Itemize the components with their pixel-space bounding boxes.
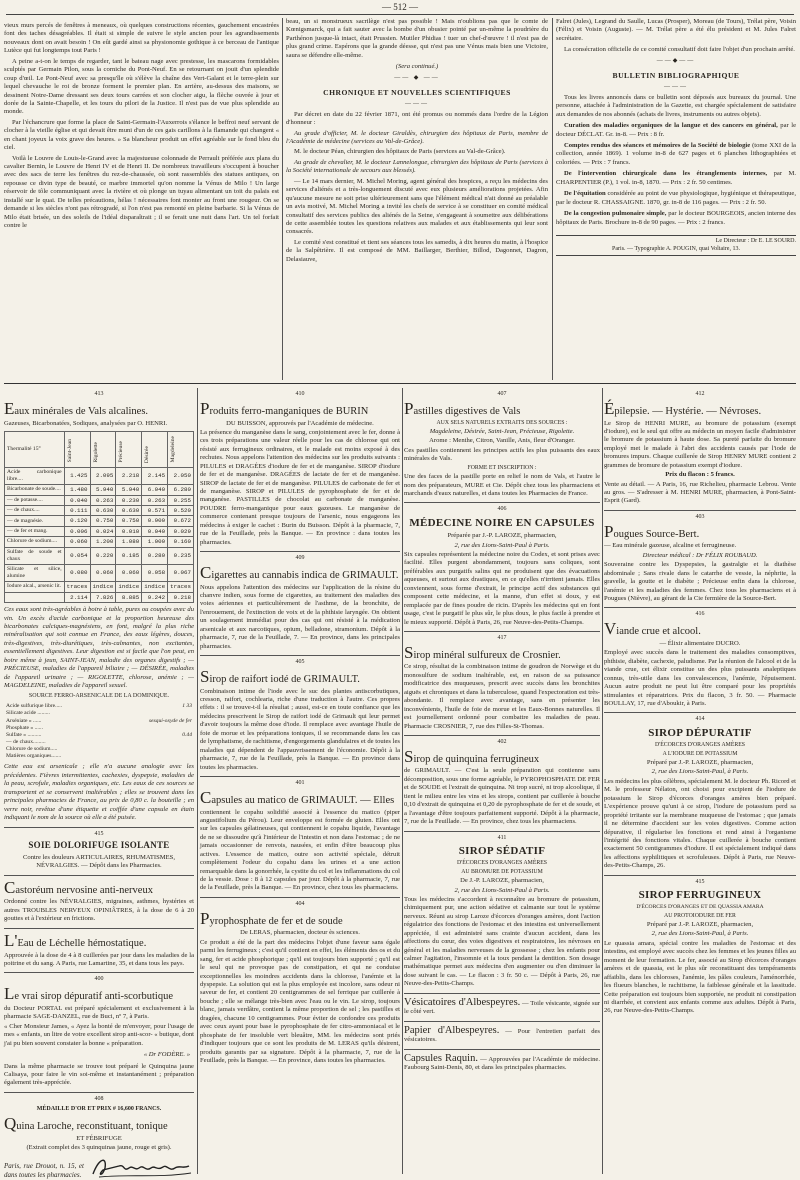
advert-title: Le vrai sirop dépuratif anti-scorbutique [4,984,174,1004]
advert-title: Sirop minéral sulfureux de Crosnier. [404,642,561,662]
advert-subtitle: FORME ET INSCRIPTION : [467,464,537,471]
table-header: Précieuse [116,431,142,467]
table-cell: 1.080 [116,537,142,547]
table-cell [110,710,194,717]
advert-title: Pougues Source-Bert. [604,521,700,541]
table-cell: 0.040 [64,495,90,505]
table-cell: 1.425 [64,467,90,484]
table-row [4,732,194,739]
table-cell: 0.630 [90,506,116,516]
advert-number: 413 [94,391,104,397]
advert-title: SIROP DÉPURATIF [648,727,752,740]
ornament-divider: ——— [664,84,688,91]
row-label: Phosphate » ...... [6,724,43,731]
advert-text: Dans la même pharmacie se trouve tout préparé le Quinquina jaune Calisaya, pour faire le vin soi-même et instantanément ; préparation également très-appréciée. [4,1062,194,1087]
advert-text: Tous les médecins s'accordent à reconnaître au bromure de potassium, chimiquement pur, une action sédative et calmante sur tout le système nerveux. Réuni au sirop Laroze d'écorces d'oranges amères, dont l'action régulatrice des fonctions de l'estomac et des intestins est universellement appréciée, il est administré sans crainte d'aucun accident, dans les affections du cœur, des voies digestives et respiratoires, les névroses en général et les maladies nerveuses de la grossesse ; chez les enfants pour calmer l'agitation, l'insomnie et la toux pendant la dentition. Son dosage mathématique permet aux médecins d'en augmenter ou d'en diminuer la dose suivant le cas. — Le flacon : 3 fr. 50 c. — Dépôt à Paris, 26, rue Neuve-des-Petits-Champs. [404,895,600,988]
table-cell: 6.040 [142,485,168,495]
advert-medecine-noire [404,502,600,627]
advert-title: Viande crue et alcool. [604,619,701,639]
table-row [5,485,194,495]
ornament-divider: ——◆—— [656,57,696,64]
table-row [5,526,194,536]
news-paragraph: Falret (Jules), Legrand du Saulle, Lucas (Prosper), Moreau (de Tours), Trélat père, Voisin (Félix) et Voisin (Auguste). — M. Trélat père a été élu président et M. Jules Falret secrétaire. [556,18,796,42]
continued-note: (Sera continué.) [395,63,439,71]
bibliography-details: par le docteur BOURGEOIS, ancien interne des hôpitaux de Paris. Brochure in-8 de 90 pages. — Prix : 2 francs. [556,210,796,226]
section-title-bulletin: BULLETIN BIBLIOGRAPHIQUE [612,71,740,81]
table-header: Désirée [142,431,168,467]
advert-text: Les médecins les plus célèbres, spécialement M. le docteur Ph. Ricord et M. le professeur Nélaton, ont choisi pour excipient de l'iodure de potassium le Sirop d'écorces d'oranges amères bien préparé. L'expérience prouve qu'uni à ce sirop, l'iodure de potassium perd sa propriété irritante sur la membrane muqueuse de l'estomac ; que jamais il ne détermine d'accident sur les voies digestives. Comme action dépurative, il régularise les fonctions et rend ainsi à l'organisme l'intégrité des fonctions vitales. Chaque cuillerée à bouche contient exactement 50 centigrammes d'iodure. Il est spécialement indiqué dans les affections syphilitiques et scrofuleuses. Dépôt à Paris, rue Neuve-des-Petits-Champs, 26. [604,777,796,870]
column-divider [552,18,553,380]
table-cell: 0.080 [64,565,90,582]
row-label: — de magnésie. [5,516,65,526]
advert-subtitle: AU PROTOIODURE DE FER [664,912,736,919]
advert-title: Eaux minérales de Vals alcalines. [4,398,149,418]
advert-title: Sirop de quinquina ferrugineux [404,746,540,766]
advert-subtitle: De LERAS, pharmacien, docteur ès sciences. [240,929,360,937]
table-cell: 0.060 [90,565,116,582]
table-header: Saint-Jean [64,431,90,467]
laroche-signature-icon [89,1154,194,1180]
advert-text: Vente au détail. — A Paris, 16, rue Richelieu, pharmacie Lebrou. Vente au gros. — S'adresser à M. HENRI MURE, pharmacien, à Pont-Saint-Esprit (Gard). [604,480,796,505]
table-cell: indice [142,582,168,592]
advert-number: 409 [295,555,305,562]
ads-column-2 [200,388,400,1174]
advert-subtitle: AUX SELS NATURELS EXTRAITS DES SOURCES : [436,419,568,426]
advert-text: de GRIMAULT. — C'est la seule préparation qui contienne sans décomposition, sous une forme agréable, le PYROPHOSPHATE DE FER et de SOUDE et l'extrait de quinquina. Ni trop sucré, ni trop alcoolique, il tient le milieu entre les vins et les sirops, contient par cuillerée à bouche 0,10 d'extrait de quinquina et 0,20 de pyrophosphate de fer et de soude, et a l'avantage d'être toujours parfaitement supporté. Dépôt à la pharmacie, 7, rue de la Feuillade. — En province, chez tous les pharmaciens. [404,767,600,826]
advert-papier [404,1021,600,1045]
total-cell: 8.885 [116,592,142,602]
advert-number: 415 [695,878,705,885]
advert-epilepsie [604,388,796,506]
advert-vals [4,388,194,823]
table-cell: 0.230 [116,495,142,505]
bibliography-title: Comptes rendus des séances et mémoires de la Société de biologie [564,142,751,149]
table-cell: 6.280 [168,485,194,495]
row-label: Arséniate » ...... [6,717,42,724]
bibliography-details: (tome XXI de la collection, année 1869). 1 volume in-8 de 627 pages et 6 planches lithographiées et coloriées. — Prix : 7 francs. [556,142,796,166]
advert-capsules-raquin [404,1049,600,1073]
advert-title: Vésicatoires d'Albespeyres. [404,996,521,1008]
advert-soie [4,827,194,871]
mini-analysis-table [4,703,194,760]
row-label: — de fer et mang. [5,526,65,536]
article-paragraph: Voilà le Louvre de Louis-le-Grand avec la majestueuse colonnade de Perrault préférée aux plans du cavalier Bernin, le Louvre de Henri IV et de Henri II. De nombreux travailleurs s'occupent à boucher avec des sacs de terre les fenêtres du rez-de-chaussée, où sont rassemblés des statues antiques, on repousse ce divin type de beauté, ce marbre immortel qu'on nomme la Vénus de Milo ! Un large réservoir de tôle communiquant avec la rivière et où plonge un tuyau alimentant un toit du palais est installé sur le quai. De telles précautions, hélas ! nécessaires font monter au front une rougeur. On se demande si les siècles n'ont pas rétrogradé, si l'on n'est pas remonté en pleine barbarie. Si la Vénus de Milo était brisée, un des soleils de l'idéal disparaîtrait ; il se ferait une nuit dans l'art. Un tel forfait contre le [4,154,279,230]
advert-title: Quina Laroche, reconstituant, tonique [4,1114,168,1134]
advert-director: Directeur médical : Dr FÉLIX ROUBAUD. [642,551,758,559]
advert-text: Employé avec succès dans le traitement des maladies consomptives, phthisie, diabète, cachexie, paludisme. Par la réunion de l'alcool et de la viande crue, cet élixir constitue un des plus puissants analeptiques connus, très-utile dans les convalescences, l'anémie, l'épuisement. Aucun autre produit ne peut lui être comparé pour les propriétés stimulantes et réparatrices. Prix du flacon, 3 fr. 50. — Pharmacie BOULLAY, 17, rue d'Aboukir, à Paris. [604,649,796,708]
table-row [4,739,194,746]
advert-text: Ordonné contre les NÉVRALGIES, migraines, asthmes, hystéries et autres TROUBLES NERVEUX OPINIÂTRES, à la dose de 6 à 20 gouttes et à l'extérieur en frictions. [4,898,194,923]
table-cell: 0.024 [90,526,116,536]
table-cell: 0.630 [116,506,142,516]
column-divider [402,388,403,1174]
table-header: Thermalité 15° [5,431,65,467]
table-cell: 0.235 [168,547,194,564]
advert-price: Prix du flacon : 5 francs. [665,471,735,479]
bibliography-title: De la congestion pulmonaire simple, [564,210,667,218]
row-label: Iodure alcal., arsenic lit. [5,582,65,592]
page-footer [556,235,796,256]
row-label: Chlorure de sodium.... [5,537,65,547]
table-cell: 0.054 [64,547,90,564]
table-cell: 1.480 [64,485,90,495]
table-cell: 0.750 [116,516,142,526]
row-label: Sulfate de soude et chaux [5,547,65,564]
table-cell: 0.220 [90,547,116,564]
table-cell: 0.029 [168,526,194,536]
table-cell: 1.200 [90,537,116,547]
advert-text: Le Sirop de HENRI MURE, au bromure de potassium (exempt d'iodure), est le seul qui offre au médecin un moyen facile d'administrer le bromure de potassium à haute dose. Sa pureté parfaite du bromure employé met le malade à l'abri des accidents causés par l'iode de bromures impurs. Chaque cuillerée de Sirop HENRY MURE contient 2 grammes de bromure de potassium exempt d'iodure. [604,419,796,469]
news-paragraph: Par décret en date du 22 février 1871, ont été promus ou nommés dans l'ordre de la Légion d'honneur : [286,110,548,127]
table-cell: 1.000 [142,537,168,547]
table-cell: 0.280 [142,547,168,564]
advert-text: Ces eaux sont très-agréables à boire à table, pures ou coupées avec du vin. Un excès d'acide carbonique et la proportion heureuse des bicarbonates calciques-magnésiens, en font, malgré la plus riche minéralisation qui soit connue en France, des eaux légères, douces, très-digestives, très-diurétiques, très-calmantes, non excitantes, essentiellement digestives. Leur digestion est si facile que l'on peut, en boire même à jeun, SAINT-JEAN, maladie des organes digestifs ; — PRÉCIEUSE, maladies de l'appareil biliaire ; — DÉSIRÉE, maladies de l'appareil urinaire ; — RIGOLETTE, chlorose, anémie ; — MAGDELEINE, maladies de l'appareil sexuel. [4,606,194,690]
advert-castoreum [4,875,194,924]
table-cell: 0.006 [64,526,90,536]
table-cell [110,739,194,746]
table-header: Rigolette [90,431,116,467]
advert-number: 402 [497,738,507,745]
advert-number: 415 [94,830,104,837]
table-cell: 0.44 [182,731,192,738]
table-cell: traces [64,582,90,592]
advert-text: Contre les douleurs ARTICULAIRES, RHUMATISMES, NÉVRALGIES. — Dépôt dans les Pharmacies. [23,853,175,870]
table-cell: 2.095 [90,467,116,484]
bulletin-intro: Tous les livres annoncés dans ce bulletin sont déposés aux bureaux du journal. Une personne, attachée à l'administration de la Gazette, est chargée spécialement de satisfaire aux demandes de nos abonnés (achats de livres, instruments ou autres objets). [556,93,796,118]
bibliography-item [556,170,796,187]
table-cell: 0.060 [116,565,142,582]
row-label: Silicate acide ......... [6,710,50,717]
bibliography-title: Curation des maladies organiques de la langue et des cancers en général, [564,122,778,130]
advert-text: Approuvée à la dose de 4 à 8 cuillerées par jour dans les maladies de la poitrine et du sang. A Paris, rue Lamartine, 35, et dans tous les pays. [4,951,194,967]
advert-title: SOIE DOLORIFUGE ISOLANTE [28,840,170,851]
table-cell: 0.571 [142,506,168,516]
advert-subtitle: ET FÉBRIFUGE [76,1135,122,1143]
advert-text: La présence du manganèse dans le sang, conjointement avec le fer, donne à ces trois préparations une valeur réelle pour les cas de chlorose qui ont résisté aux ferrugineux ordinaires, et le malade est moins exposé à des rechutes. Nous appelons l'attention des médecins sur les produits suivants : PILULES et DRAGÉES d'iodure de fer et de manganèse. SIROP d'iodure de fer et de manganèse. DRAGÉES de lactate de fer et de manganèse. SIROP de lactate de fer et de manganèse. PILULES de carbonate de fer et de manganèse. SIROP et PILULES de pyrophosphate de fer et de manganèse. PASTILLES de chocolat au carbonate de manganèse. POUDRE ferro-manganique pour eaux gazeuses. Le manganèse de commerce contenant presque toujours de l'arsenic, nous engageons les médecins à exiger le cachet : Burin du Buisson. Dépôt à la pharmacie, 7, rue de la Feuillade, près la Banque. — En province : dans toutes les pharmacies. [200,428,400,546]
article-paragraph: vieux murs percés de fenêtres à meneaux, où quelques constructions récentes, gauchement encastrées font des taches désagréables. Il était si simple de suivre le style ancien pour les agrandissements nouveaux dont on avait besoin ! On eût gardé ainsi sa physionomie gothique à ce berceau de l'antique Lutèce qui fut longtemps tout Paris ! [4,22,279,55]
row-label: Matières organiques....... [6,753,62,760]
medal-line: MÉDAILLE D'OR ET PRIX # 16,600 FRANCS. [36,1105,162,1112]
advert-quina-laroche [4,1092,194,1180]
table-cell: 0.263 [142,495,168,505]
advert-pougues [604,510,796,604]
row-label: — de potasse.... [5,495,65,505]
advert-number: 408 [94,1095,104,1102]
table-row [5,582,194,592]
advert-title: Pastilles digestives de Vals [404,398,521,418]
table-cell: 0.010 [116,526,142,536]
advert-number: 400 [94,976,104,983]
total-cell: 7.826 [90,592,116,602]
article-paragraph: A peine a-t-on le temps de regarder, tant le bateau nage avec prestesse, les mascarons formidables sculptés par Germain Pilon, sous la corniche du Pont-Neuf. En se retournant on jouit d'un splendide coup d'œil. Le Pont-Neuf avec sa presqu'île où s'élève la chaîne des Vert-Galant et le terre-plein sur lequel chevauche le roi de bronze forment le premier plan. En arrière, au-dessus des maisons, se dessinent Notre-Dame dressant ses deux tours carrées et son clocher aigu, la flèche ouvrée à jour et dorée de la Sainte-Chapelle, et les tours du pilori de la Justice. Il n'est pas de vue plus splendide au monde. [4,57,279,116]
table-row [5,495,194,505]
article-column-middle [286,18,548,378]
advert-text: Ce produit a été de la part des médecins l'objet d'une faveur sans égale parmi les ferrugineux ; c'est qu'il contient en effet, les éléments des os et du sang, fer et acide phosphorique ; qu'il est toujours bien supporté ; qu'il est le seul qui ne provoque pas de constipation, et qui ne conduise exceptionnelles les moindres accidents dans la chlorose, l'anémie et la dyspepsie. La solution qui est la plus employée est incolore, sans odeur ni saveur de fer, et contient 20 centigrammes de sel ferrique par cuillerée à bouche ; elle se mélange très-bien avec l'eau ou le vin. Le sirop, toujours blanc, jamais verdâtre, contient la même proportion de sel ; les pastilles et dragées, chacune 10 centigrammes. Pour éviter de confondre ces produits avec ceux ayant pour base le pyrophosphate de fer citro-ammoniacal et le phosphate de fer insoluble vert bleuâtre, MM. les médecins sont priés d'indiquer toujours que ce sont les produits de M. LERAS qu'ils désirent, produits garantis par sa signature. Dépôt à la pharmacie, 7, rue de la Feuillade, près la Banque. — En province, dans toutes les pharmacies. [200,938,400,1064]
advert-by: De J.-P. LAROZE, pharmacien, [460,877,544,885]
table-row [5,467,194,484]
table-cell: 0.111 [64,506,90,516]
advert-quinquina-ferrugineux [404,735,600,827]
row-label: Sulfate » .......... [6,731,42,738]
bibliography-item [556,122,796,139]
table-row [5,547,194,564]
table-row [5,516,194,526]
table-cell: 1 33 [182,703,192,710]
table-cell: 0.058 [142,565,168,582]
ads-column-3 [404,388,600,1174]
news-paragraph: M. le docteur Péan, chirurgien des hôpitaux de Paris (services au Val-de-Grâce). [294,148,506,156]
table-cell: 0.040 [142,526,168,536]
table-cell: 2.218 [116,467,142,484]
bibliography-item [556,142,796,167]
article-continuation: beau, un si monstrueux sacrilège n'est pas possible ! Mais n'oublions pas que le comte de Kœnigsmarck, qui a fait sauter avec la bombe d'un obusier pointé par un-même la poudrière du Parthénon jusque-là intact, était Prussien. Mutiler Phidias ! tuer un chef-d'œuvre ! il n'est pas de plus grand crime. Espérons que la grande déesse, qui n'est pas une Vénus mais bien une Victoire, saura se défendre elle-même. [286,18,548,59]
advert-matico [200,776,400,893]
advert-burin [200,388,400,547]
table-cell: 0.520 [168,506,194,516]
ads-top-rule [4,383,796,384]
advert-title: Capsules au matico de GRIMAULT. — Elles [200,787,395,807]
advert-title: MÉDECINE NOIRE EN CAPSULES [409,517,595,530]
table-cell: indice [116,582,142,592]
table-cell: 5.940 [116,485,142,495]
advert-address: Paris, rue Drouot, n. 15, et dans toutes les pharmacies. [4,1162,84,1179]
advert-text: — Pour l'entretien parfait des vésicatoires. [404,1027,600,1044]
advert-title: Castoréum nervosine anti-nerveux [4,877,153,897]
table-cell [110,746,194,753]
advert-number: 404 [295,900,305,907]
advert-title: Sirop de raifort iodé de GRIMAULT. [200,666,360,686]
bibliography-details: considérée au point de vue physiologique, hygiénique et thérapeutique, par le docteur R. CHASSAIGNE. 1870, gr. in-8 de 116 pages. — Prix : 2 fr. 50. [556,190,797,206]
column-divider [602,388,603,1174]
advert-title: Épilepsie. — Hystérie. — Névroses. [604,398,762,418]
advert-sirop-depuratif [604,712,796,870]
advert-subtitle: SOURCE FERRO-ARSENICALE DE LA DOMINIQUE. [28,692,170,699]
advert-text: Souveraine contre les Dyspepsies, la gastralgie et la diathèse abdominale ; Sans rivale dans le catarrhe de vessie, la néphrite, la gravelle, la goutte et le diabète ; Précieuse enfin dans la chlorose, l'anémie et les maladies des femmes. Chez tous les pharmaciens et à Pougues (Nièvre), au gérant de la Cie fermière de la Source-Bert. [604,561,796,603]
advert-raifort [200,655,400,772]
row-label: — de chaux......... [6,738,46,745]
row-label: Acide sulfurique libre..... [6,703,63,710]
table-row [4,718,194,725]
advert-number: 405 [295,659,305,666]
table-row [4,725,194,732]
article-column-right [556,18,796,388]
advert-sources: Magdeleine, Désirée, Saint-Jean, Précieuse, Rigolette. [429,427,575,435]
advert-cigarettes [200,551,400,651]
advert-text: Une des faces de la pastille porte en relief le nom de Vals, et l'autre le nom des préparateurs, MURE et Cie. Dépôt chez tous les pharmaciens et marchands d'eaux naturelles, et dans toutes les Pharmacies de France. [404,473,600,497]
news-paragraph: Le comité s'est constitué et tient ses séances tous les samedis, à dix heures du matin, à l'hospice de la Salpêtrière. Il est composé de MM. Baillarger, Berthier, Billod, Dagonnet, Dagron, Delasiauve, [286,238,548,263]
advert-text: Ce sirop, résultat de la combinaison intime de goudron de Norwège et du monosulfure de sodium inaltérable, est, en raison de sa puissance modificatrice des muqueuses, prescrit avec succès dans les bronchites aiguës et chroniques et dans la tuberculose, quand l'expectoration est très-abondante. Il remplace avec avantage, sans en présenter les inconvénients, l'huile de foie de morue et les Eaux-Bonnes naturelles. Il est journellement ordonné pour combattre les maladies de peau. Pharmacie CROSNIER, 7, rue des Filles-St-Thomas. [404,663,600,730]
advert-text: — Toile vésicante, signée sur le côté vert. [404,999,601,1016]
table-cell: sesqui-oxyde de fer [148,717,192,724]
printer-line: Paris. — Typographie A. POUGIN, quai Voltaire, 13. [612,245,740,252]
ornament-divider: ——— [405,101,429,108]
table-cell: traces [168,582,194,592]
row-label: Silicate et silice, alumine [5,565,65,582]
table-cell: 0.750 [90,516,116,526]
total-cell [5,592,65,602]
advert-number: 417 [497,634,507,641]
table-cell: 0.067 [168,565,194,582]
totals-row [5,592,194,602]
advert-title: SIROP SÉDATIF [458,845,546,858]
column-divider [197,388,198,1174]
advert-by: Préparé par J.-P. LAROZE, pharmacien, [646,921,754,929]
advert-title: L'Eau de Léchelle hémostatique. [4,930,147,950]
advert-pyrophosphate [200,897,400,1066]
news-paragraph: Au grade de chevalier, M. le docteur Lannelongue, chirurgien des hôpitaux de Paris (services à la Société internationale de secours aux blessés). [286,158,548,175]
signature-block [4,1154,194,1180]
advert-address: 2, rue des Lions-Saint-Paul, à Paris. [651,930,749,938]
table-row [4,753,194,760]
advert-subtitle: D'ÉCORCES D'ORANGES AMÈRES [654,742,746,749]
total-cell: 9.218 [168,592,194,602]
advert-text: Nous appelons l'attention des médecins sur l'application de la résine du chanvre indien, sous forme de cigarettes, au traitement des maladies des voies aériennes et particulièrement de l'asthme, de la bronchite, de l'enrouement, de l'extinction de voix et de la phthisie laryngée. On obtient un soulagement immédiat pour des cas qui ont résisté à la médication arsenicale et aux narcotiques, opium, belladone, stramonium. Dépôt à la pharmacie, 7, rue de la Feuillade, 7. — En province, dans les principales pharmacies. [200,583,400,650]
table-row [4,703,194,710]
table-header: Magdeleine [168,431,194,467]
article-column-left [4,22,279,378]
advert-by: Préparée par J.-P. LAROZE, pharmacien, [447,532,557,540]
table-cell: 0.672 [168,516,194,526]
ornament-divider: —— ◆ —— [394,74,440,81]
advert-number: 412 [695,391,705,397]
advert-text: Le quassia amara, spécial contre les maladies de l'estomac et des intestins, est employé avec succès chez les femmes et les jeunes filles au moment de leur formation. Le fer, associé au Sirop d'écorces d'oranges amères et de quassia, est le plus sûr reconstituant des tempéraments affaiblis, dans les chloroses, l'anémie, les pâles couleurs, l'aménorrhée, les flueurs blanches, le rachitisme, la faiblesse générale et la lassitude. Cette préparation est toujours bien supportée, ne produit ni constipation ni diarrhée, et convient aux enfants comme aux adultes. Dépôt à Paris, 26, rue Neuve-des-Petits-Champs. [604,939,796,1015]
advert-text: — Approuvées par l'Académie de médecine. Faubourg Saint-Denis, 80, et dans les principales pharmacies. [404,1055,600,1071]
analysis-table [4,431,194,603]
section-title-chronique: CHRONIQUE ET NOUVELLES SCIENTIFIQUES [323,88,511,98]
table-row [5,537,194,547]
news-paragraph: — Le 14 mars dernier, M. Michel Moring, agent général des hospices, a reçu les médecins des services d'aliénés et a très-longuement discuté avec eux plusieurs améliorations projetées. Afin qu'aucune mesure ne soit prise ultérieurement sans que l'élément médical n'ait donné au préalable un avis motivé, M. Michel Moring a invité les chefs de service à se constituer en comité médical consultatif des services publics des aliénés de la Seine, s'engageant à soumettre aux délibérations de cette assemblée toutes les questions relatives aux malades et aux établissements qui leur sont consacrés. [286,177,548,236]
advert-number: 414 [695,716,705,723]
advert-title: Cigarettes au cannabis indica de GRIMAULT. [200,562,399,582]
table-cell [110,753,194,760]
advert-title: SIROP FERRUGINEUX [638,889,762,902]
advert-number: 410 [295,391,305,397]
advert-text: Cette eau est arsenicale ; elle n'a aucune analogie avec les précédentes. Fièvres intermittentes, cachexies, dyspepsie, maladies de la peau, scrofule, maladies organiques, etc. Les eaux de ces sources se transportent et se conservent inaltérables ; elles se trouvent dans les principales pharmacies de France, au prix de 0,80 c. la bouteille ; en verre noir, revêtue d'une étiquette et coiffée d'une capsule en étain indiquant le nom de la source où elle a été puisée. [4,763,194,822]
bibliography-item [556,190,796,207]
news-paragraph: La consécration officielle de ce comité consultatif doit faire l'objet d'un prochain arrêté. [564,46,795,54]
advert-text: (Extrait complet des 3 quinquinas jaune, rouge et gris). [26,1143,172,1151]
column-divider [282,18,283,380]
advert-vesicatoires [404,993,600,1017]
table-cell: indice [90,582,116,592]
bibliography-title: De l'intervention chirurgicale dans les étranglements internes, [564,170,768,178]
table-cell: 0.255 [168,495,194,505]
ads-column-1 [4,388,194,1179]
advert-address: 2, rue des Lions-Saint-Paul à Paris. [454,886,550,894]
advert-text: Six capsules représentent la médecine noire du Codex, et sont prises avec facilité. Elles purgent abondamment, toujours sans coliques, sont préférables aux purgatifs salins qui ne produisent que des évacuations aqueuses, et surtout aux drastiques, en ce qu'elles n'irritent jamais. Elles conviennent, sous forme d'extrait, le principe actif des substances qui composent cette médecine, et la manne, d'un effet si doux, y est remplacée par de fines poudre de ricin. D'après les médecins qui en font usage, c'est le purgatif le plus sûr, le plus doux, le plus facile à prendre et le mieux supporté. Dépôt à Paris, 26, rue Neuve-des-Petits-Champs. [404,551,600,626]
table-row [4,746,194,753]
advert-subtitle: A L'IODURE DE POTASSIUM [662,750,738,757]
table-cell: 0.263 [90,495,116,505]
total-cell: 9.242 [142,592,168,602]
advert-pastilles-vals [404,388,600,498]
advert-subtitle: D'ÉCORCES D'ORANGES AMÈRES [456,860,548,867]
row-label: — de chaux.... [5,506,65,516]
row-label: Bicarbonate de soude.... [5,485,65,495]
table-cell: 0.060 [64,537,90,547]
advert-number: 406 [497,506,507,513]
advert-subtitle: DU BUISSON, approuvés par l'Académie de médecine. [226,419,374,427]
advert-number: 411 [497,834,507,841]
advert-number: 401 [295,779,305,786]
total-cell: 2.114 [64,592,90,602]
advert-subtitle: D'ÉCORCES D'ORANGES ET DE QUASSIA AMARA [636,904,764,911]
advert-sirop-sedatif [404,831,600,989]
advert-text: « Cher Monsieur James, « Ayez la bonté de m'envoyer, pour l'usage de mes « enfants, un litre de votre excellent sirop anti-scor- « butique, dont j'ai pu bien souvent constater la bonne « préparation. [4,1022,194,1047]
bibliography-title: De l'équitation [564,190,606,198]
bibliography-details: par M. CHARPENTIER (P.), 1 vol. in-8, 1870. — Prix : 2 fr. 50 centimes. [556,170,796,186]
advert-title: Papier d'Albespeyres. [404,1024,500,1036]
table-row [5,565,194,582]
advert-text: Ces pastilles contiennent les principes actifs les plus puissants des eaux minérales de Vals. [404,446,600,463]
advert-subtitle: — Élixir alimentaire DUCRO. [659,639,741,647]
advert-by: Préparé par J.-P. LAROZE, pharmacien, [646,759,754,767]
table-cell: 2.145 [142,467,168,484]
row-label: Acide carbonique libre.... [5,467,65,484]
table-cell: 0.120 [64,516,90,526]
advert-address: 2, rue des Lions-Saint-Paul, à Paris. [651,768,749,776]
advert-title: Capsules Raquin. [404,1052,478,1064]
advert-subtitle: Gazeuses, Bicarbonatées, Sodiques, analysées par O. HENRI. [4,419,168,427]
advert-address: 2, rue des Lions-Saint-Paul à Paris. [454,541,550,549]
advert-number: 407 [497,391,507,397]
advert-subtitle: AU BROMURE DE POTASSIUM [461,868,543,875]
table-cell: 5.940 [90,485,116,495]
row-label: Chlorure de sodium..... [6,746,58,753]
table-cell: 0.160 [168,537,194,547]
advert-subtitle: — Eau minérale gazeuse, alcaline et ferrugineuse. [604,542,737,550]
table-row [4,710,194,717]
bibliography-item [556,210,796,227]
news-paragraph: Au grade d'officier, M. le docteur Giraldès, chirurgien des hôpitaux de Paris, membre de l'Académie de médecine (services au Val-de-Grâce). [286,129,548,145]
advert-sirop-ferrugineux [604,875,796,1016]
page-number: — 512 — [382,2,418,12]
director-line: Le Directeur : Dr E. LE SOURD. [715,237,796,244]
ads-column-4 [604,388,796,1174]
advert-text: contiennent le copahu solidifié associé à l'essence du matico (piper angustifolium du Pérou). Leur enveloppe est formée de gluten. Elles ont sur les capsules gélatineuses, qui contiennent le copahu liquide, l'avantage de ne se dissoudre qu'à l'intérieur de l'intestin et non dans l'estomac ; de ne jamais occasionner de renvois, nausées, et enfin d'être beaucoup plus actives. L'essence de matico, outre son activité spéciale, détruit complètement l'odeur du copahu dans les urines et a une action remarquable dans la gonorrhée, la cystite du col et les inflammations du col de la vessie. Dose : 8 à 12 capsules par jour. Dépôt à la pharmacie, 7, rue de la Feuillade, près la Banque. — En province, chez tous les pharmaciens. [200,808,400,892]
advert-sirop-portal [4,972,194,1087]
advert-title: Produits ferro-manganiques de BURIN [200,398,369,418]
bibliography-details: par le docteur DÉCLAT. Gr. in-8. — Prix : 8 fr. [556,122,796,138]
advert-number: 416 [695,611,705,618]
advert-title: Pyrophosphate de fer et de soude [200,908,343,928]
advert-crosnier [404,631,600,731]
advert-text: Combinaison intime de l'iode avec le suc des plantes antiscorbutiques, cresson, raifort, cochlearia, riche d'une traduction à l'autre. Ces propres effets : il se trouve-t-il la résultat ; aussi, est-ce en toute confiance que les médecins prescrivent le Sirop de raifort iodé de Grimault qui leur permet d'avoir toujours la même dose d'iode. Il remplace avec avantage l'huile de foie de morue et les préparations toniques, il se recommande dans les cas de lymphatisme, de rachitisme, d'engorgements glandulaires et de toutes les maladies qui dépendent de l'appauvrissement de l'économie. Dépôt à la pharmacie, 7, rue de la Feuillade, près la Banque. — En province dans toutes les pharmacies. [200,687,400,771]
advert-arome: Arome : Menthe, Citron, Vanille, Anis, fleur d'Oranger. [429,437,575,445]
advert-lechelle [4,928,194,969]
top-rule [6,14,794,15]
advert-text: du Docteur PORTAL est préparé spécialement et exclusivement à la pharmacie SAGE-DANZEL, rue de Buci, nº 7, à Paris. [4,1004,194,1021]
advert-signature: « Dr FODÈRE. » [143,1051,190,1059]
table-row [5,506,194,516]
article-paragraph: Par l'échancrure que forme la place de Saint-Germain-l'Auxerrois s'élance le beffroi neuf servant de clocher à la vieille église et qui devait être muni d'un de ces gais carillons à la flamande qui changent « en chant joyeux la voix grave des heures. » Sa blancheur produit un effet agréable sur le fond bleu du ciel. [4,118,279,152]
advert-viande-crue [604,607,796,708]
table-cell [110,725,194,732]
table-cell: 0.185 [116,547,142,564]
table-cell: 0.900 [142,516,168,526]
table-cell: 2.050 [168,467,194,484]
advert-number: 403 [695,513,705,520]
